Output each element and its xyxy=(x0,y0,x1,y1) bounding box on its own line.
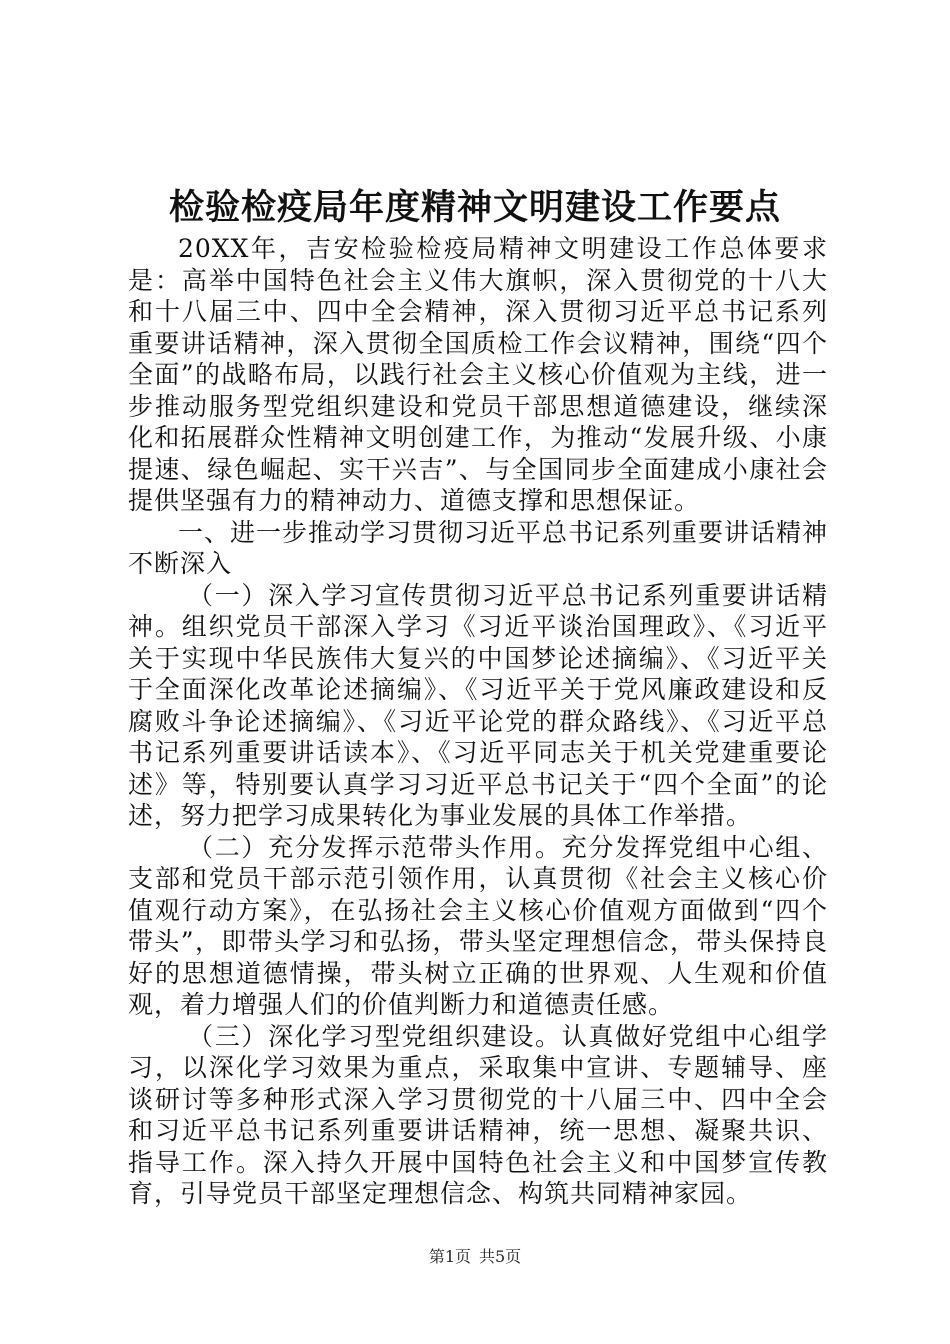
intro-paragraph: 20XX年，吉安检验检疫局精神文明建设工作总体要求是：高举中国特色社会主义伟大旗帜，深入贯彻党的十八大和十八届三中、四中全会精神，深入贯彻习近平总书记系列重要讲话精神，深入贯彻全国质检工作会议精神，围绕“四个全面”的战略布局，以践行社会主义核心价值观为主线，进一步推动服务型党组织建设和党员干部思想道德建设，继续深化和拓展群众性精神文明创建工作，为推动“发展升级、小康提速、绿色崛起、实干兴吉”、与全国同步全面建成小康社会提供坚强有力的精神动力、道德支撑和思想保证。 xyxy=(128,234,828,515)
page-footer xyxy=(0,1246,950,1268)
document-body xyxy=(128,233,828,1210)
document-title: 检验检疫局年度精神文明建设工作要点 xyxy=(168,187,781,228)
page-number: 第1页 xyxy=(428,1247,471,1266)
subsection-paragraph-3: （三）深化学习型党组织建设。认真做好党组中心组学习，以深化学习效果为重点，采取集中宣讲、专题辅导、座谈研讨等多种形式深入学习贯彻党的十八届三中、四中全会和习近平总书记系列重要讲话精神，统一思想、凝聚共识、指导工作。深入持久开展中国特色社会主义和中国梦宣传教育，引导党员干部坚定理想信念、构筑共同精神家园。 xyxy=(128,1021,828,1208)
section-heading-1: 一、进一步推动学习贯彻习近平总书记系列重要讲话精神不断深入 xyxy=(128,517,829,578)
subsection-paragraph-1: （一）深入学习宣传贯彻习近平总书记系列重要讲话精神。组织党员干部深入学习《习近平谈治国理政》、《习近平关于实现中华民族伟大复兴的中国梦论述摘编》、《习近平关于全面深化改革论述摘编》、《习近平关于党风廉政建设和反腐败斗争论述摘编》、《习近平论党的群众路线》、《习近平总书记系列重要讲话读本》、《习近平同志关于机关党建重要论述》等，特别要认真学习习近平总书记关于“四个全面”的论述，努力把学习成果转化为事业发展的具体工作举措。 xyxy=(128,580,828,830)
page-total: 共5页 xyxy=(479,1247,522,1266)
subsection-paragraph-2: （二）充分发挥示范带头作用。充分发挥党组中心组、支部和党员干部示范引领作用，认真贯彻《社会主义核心价值观行动方案》，在弘扬社会主义核心价值观方面做到“四个带头”，即带头学习和弘扬，带头坚定理想信念，带头保持良好的思想道德情操，带头树立正确的世界观、人生观和价值观，着力增强人们的价值判断力和道德责任感。 xyxy=(128,832,828,1019)
